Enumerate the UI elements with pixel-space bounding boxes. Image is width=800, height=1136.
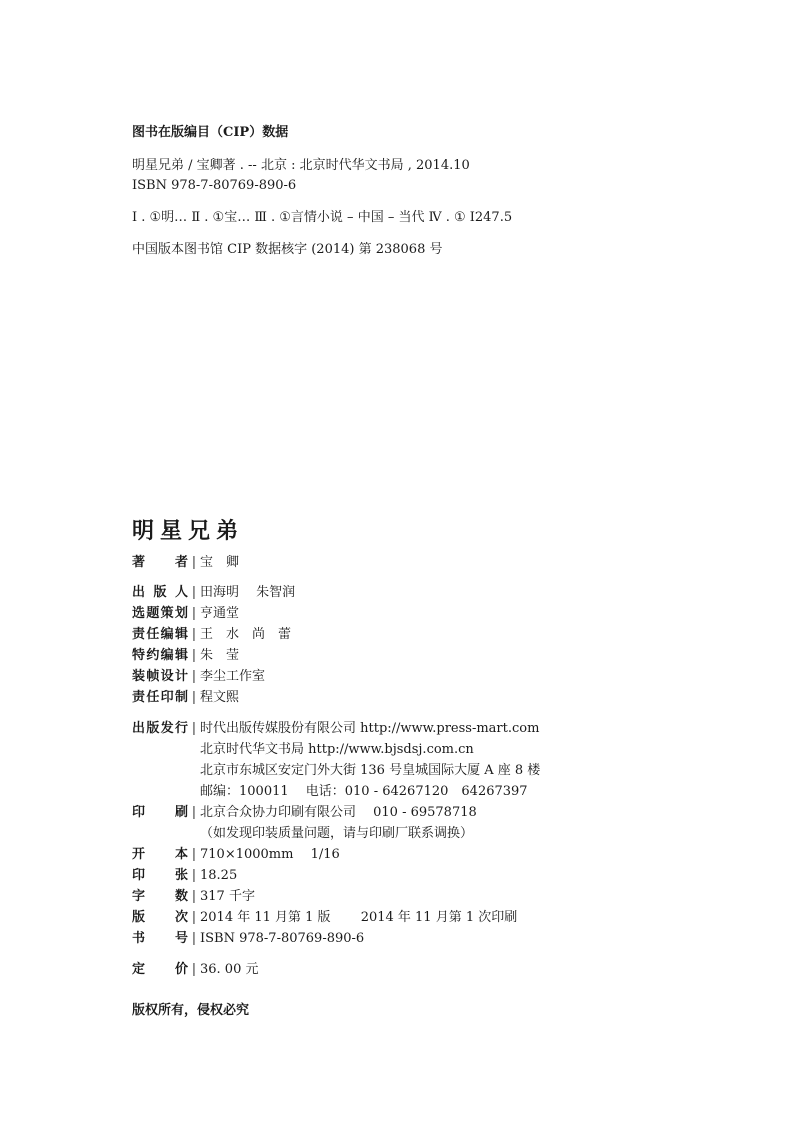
credit-value: 李尘工作室 (200, 669, 266, 684)
credit-value: 田海明 朱智润 (200, 585, 296, 600)
credit-value: 王 水 尚 蕾 (200, 627, 292, 642)
cip-line-classification: Ⅰ . ①明… Ⅱ . ①宝… Ⅲ . ①言情小说 – 中国 – 当代 Ⅳ . ① I247.5 (132, 210, 513, 225)
credit-label: 选题策划 (132, 606, 188, 621)
book-title: 明星兄弟 (132, 518, 245, 544)
spec-edition: 版次 | 2014 年 11 月第 1 版 2014 年 11 月第 1 次印刷 (132, 910, 518, 925)
spec-label: 版次 (132, 910, 188, 925)
spec-value: 36. 00 元 (200, 962, 259, 977)
distribution-label: 出版发行 (132, 721, 188, 736)
credit-label: 责任编辑 (132, 627, 188, 642)
copyright-notice: 版权所有，侵权必究 (132, 1003, 250, 1018)
spec-isbn: 书号 | ISBN 978-7-80769-890-6 (132, 931, 365, 946)
credit-design: 装帧设计 | 李尘工作室 (132, 669, 266, 684)
credit-publisher-person: 出版人 | 田海明 朱智润 (132, 585, 296, 600)
spec-value: 317 千字 (200, 889, 255, 904)
printing-company: 北京合众协力印刷有限公司 010 - 69578718 (200, 805, 477, 820)
spec-label: 书号 (132, 931, 188, 946)
spec-label: 开本 (132, 847, 188, 862)
credit-label: 出版人 (132, 585, 188, 600)
distribution-address: 北京市东城区安定门外大街 136 号皇城国际大厦 A 座 8 楼 (200, 763, 541, 778)
spec-label: 定价 (132, 962, 188, 977)
credit-value: 朱 莹 (200, 648, 240, 663)
spec-sheets: 印张 | 18.25 (132, 868, 238, 883)
credit-editor: 责任编辑 | 王 水 尚 蕾 (132, 627, 292, 642)
credit-label: 装帧设计 (132, 669, 188, 684)
distribution-contact: 邮编：100011 电话：010 - 64267120 64267397 (200, 784, 528, 799)
printing-row: 印刷 | 北京合众协力印刷有限公司 010 - 69578718 (132, 805, 477, 820)
distribution-bureau: 北京时代华文书局 http://www.bjsdsj.com.cn (200, 742, 474, 757)
spec-label: 字数 (132, 889, 188, 904)
credit-label: 著者 (132, 555, 188, 570)
credit-value: 程文熙 (200, 690, 240, 705)
spec-value: 710×1000mm 1/16 (200, 847, 340, 862)
credit-author: 著者 | 宝 卿 (132, 555, 240, 570)
cip-heading: 图书在版编目（CIP）数据 (132, 125, 289, 140)
spec-value: ISBN 978-7-80769-890-6 (200, 931, 365, 946)
cip-line-isbn: ISBN 978-7-80769-890-6 (132, 178, 297, 193)
distribution-publisher: 时代出版传媒股份有限公司 http://www.press-mart.com (200, 721, 540, 736)
printing-label: 印刷 (132, 805, 188, 820)
spec-value: 2014 年 11 月第 1 版 2014 年 11 月第 1 次印刷 (200, 910, 518, 925)
credit-label: 责任印制 (132, 690, 188, 705)
credit-print-manager: 责任印制 | 程文熙 (132, 690, 240, 705)
spec-value: 18.25 (200, 868, 238, 883)
cip-line-title: 明星兄弟 / 宝卿著 . -- 北京 : 北京时代华文书局 , 2014.10 (132, 158, 470, 173)
spec-label: 印张 (132, 868, 188, 883)
credit-value: 宝 卿 (200, 555, 240, 570)
cip-line-record: 中国版本图书馆 CIP 数据核字 (2014) 第 238068 号 (132, 242, 443, 257)
distribution-row: 出版发行 | 时代出版传媒股份有限公司 http://www.press-mart.com (132, 721, 540, 736)
spec-price: 定价 | 36. 00 元 (132, 962, 259, 977)
printing-note: （如发现印装质量问题，请与印刷厂联系调换） (200, 826, 474, 841)
credit-planning: 选题策划 | 亨通堂 (132, 606, 240, 621)
credit-label: 特约编辑 (132, 648, 188, 663)
spec-format: 开本 | 710×1000mm 1/16 (132, 847, 340, 862)
spec-words: 字数 | 317 千字 (132, 889, 255, 904)
credit-special-editor: 特约编辑 | 朱 莹 (132, 648, 240, 663)
credit-value: 亨通堂 (200, 606, 240, 621)
